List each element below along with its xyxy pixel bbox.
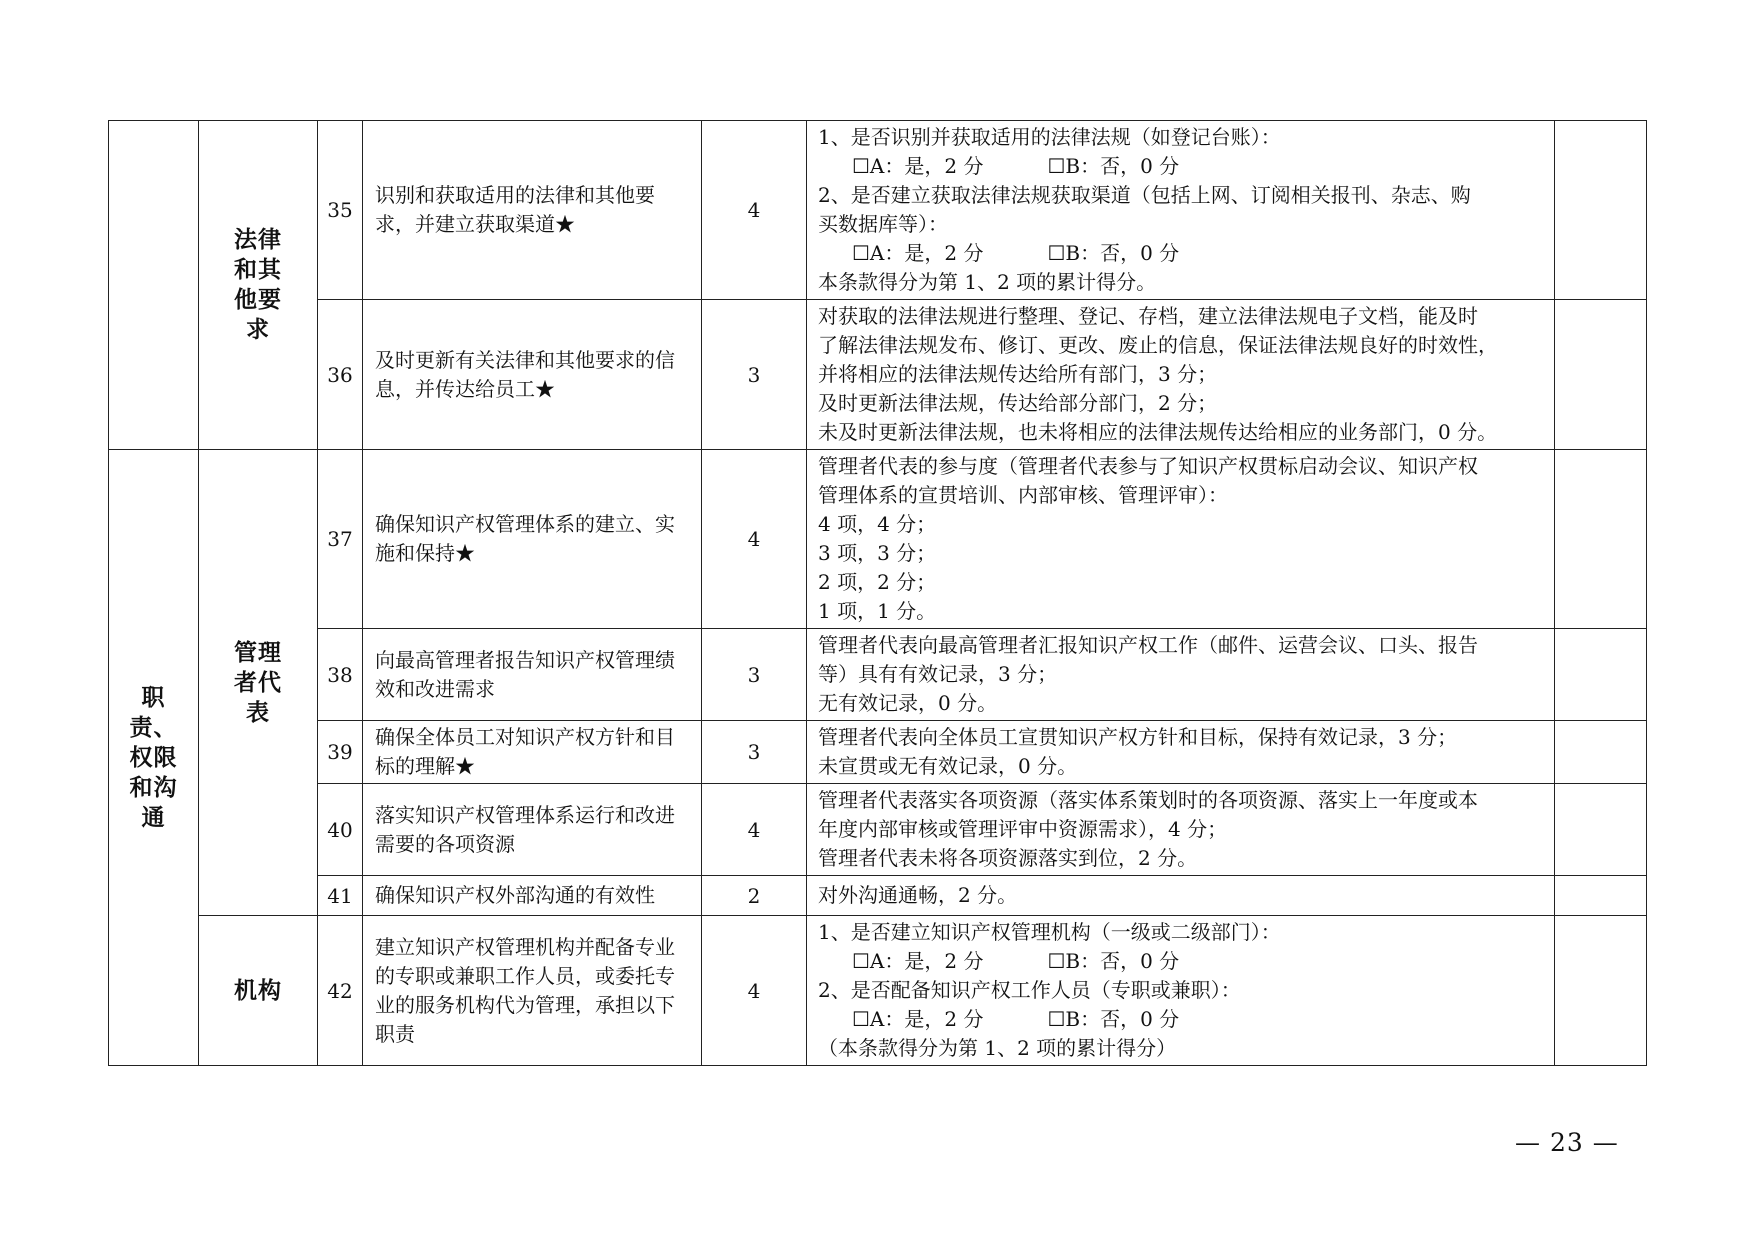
option-b: ☐B：否，0 分 — [1047, 1007, 1180, 1031]
item-score: 2 — [702, 876, 807, 916]
option-b: ☐B：否，0 分 — [1047, 241, 1180, 265]
criteria-line: 1 项，1 分。 — [818, 599, 937, 623]
criteria-line: 4 项，4 分； — [818, 512, 937, 536]
category-level2-cell — [199, 450, 318, 916]
remarks-cell — [1555, 450, 1647, 629]
item-score: 3 — [702, 721, 807, 784]
criteria-options — [818, 152, 1546, 181]
criteria-line: 及时更新法律法规，传达给部分部门，2 分； — [818, 391, 1218, 415]
criteria-line: 并将相应的法律法规传达给所有部门，3 分； — [818, 362, 1218, 386]
item-description: 向最高管理者报告知识产权管理绩效和改进需求 — [363, 629, 702, 721]
item-score: 4 — [702, 784, 807, 876]
category-falv-label: 法律和其他要求 — [234, 227, 282, 343]
category-guanli-label: 管理者代表 — [234, 639, 282, 726]
table-row — [109, 876, 1647, 916]
criteria-line: （本条款得分为第 1、2 项的累计得分） — [818, 1036, 1177, 1060]
criteria-options — [818, 239, 1546, 268]
criteria-line: 1、是否建立知识产权管理机构（一级或二级部门）： — [818, 920, 1281, 944]
option-a: ☐A：是，2 分 — [852, 1007, 984, 1031]
criteria-line: 本条款得分为第 1、2 项的累计得分。 — [818, 270, 1157, 294]
criteria-line: 管理体系的宣贯培训、内部审核、管理评审）： — [818, 483, 1228, 507]
page-number: — 23 — — [1515, 1128, 1619, 1157]
option-a: ☐A：是，2 分 — [852, 949, 984, 973]
table-row — [109, 629, 1647, 721]
criteria-line: 管理者代表落实各项资源（落实体系策划时的各项资源、落实上一年度或本 — [818, 788, 1478, 812]
category-level2-cell — [199, 121, 318, 450]
scoring-criteria — [807, 916, 1555, 1066]
scoring-criteria — [807, 450, 1555, 629]
item-description: 及时更新有关法律和其他要求的信息，并传达给员工★ — [363, 300, 702, 450]
category-level1-cell — [109, 450, 199, 1066]
criteria-line: 买数据库等）： — [818, 212, 948, 236]
item-number: 36 — [318, 300, 363, 450]
criteria-line: 年度内部审核或管理评审中资源需求），4 分； — [818, 817, 1228, 841]
remarks-cell — [1555, 629, 1647, 721]
criteria-line: 无有效记录，0 分。 — [818, 691, 998, 715]
item-score: 3 — [702, 300, 807, 450]
remarks-cell — [1555, 721, 1647, 784]
remarks-cell — [1555, 876, 1647, 916]
scoring-criteria — [807, 721, 1555, 784]
item-number: 35 — [318, 121, 363, 300]
scoring-criteria — [807, 300, 1555, 450]
scoring-criteria — [807, 121, 1555, 300]
item-number: 39 — [318, 721, 363, 784]
option-b: ☐B：否，0 分 — [1047, 949, 1180, 973]
remarks-cell — [1555, 916, 1647, 1066]
table-row — [109, 721, 1647, 784]
criteria-line: 对获取的法律法规进行整理、登记、存档，建立法律法规电子文档，能及时 — [818, 304, 1478, 328]
criteria-options — [818, 947, 1546, 976]
remarks-cell — [1555, 784, 1647, 876]
option-a: ☐A：是，2 分 — [852, 154, 984, 178]
item-number: 38 — [318, 629, 363, 721]
criteria-line: 等）具有有效记录，3 分； — [818, 662, 1058, 686]
criteria-line: 2、是否配备知识产权工作人员（专职或兼职）： — [818, 978, 1241, 1002]
scoring-criteria — [807, 629, 1555, 721]
assessment-table — [108, 120, 1647, 1066]
criteria-line: 1、是否识别并获取适用的法律法规（如登记台账）： — [818, 125, 1281, 149]
remarks-cell — [1555, 121, 1647, 300]
option-a: ☐A：是，2 分 — [852, 241, 984, 265]
criteria-options — [818, 1005, 1546, 1034]
remarks-cell — [1555, 300, 1647, 450]
item-description: 识别和获取适用的法律和其他要求，并建立获取渠道★ — [363, 121, 702, 300]
item-description: 建立知识产权管理机构并配备专业的专职或兼职工作人员，或委托专业的服务机构代为管理，承担以下职责 — [363, 916, 702, 1066]
item-number: 40 — [318, 784, 363, 876]
item-description: 确保知识产权外部沟通的有效性 — [363, 876, 702, 916]
item-description: 确保全体员工对知识产权方针和目标的理解★ — [363, 721, 702, 784]
criteria-line: 未及时更新法律法规，也未将相应的法律法规传达给相应的业务部门，0 分。 — [818, 420, 1498, 444]
option-b: ☐B：否，0 分 — [1047, 154, 1180, 178]
category-level2-cell — [199, 916, 318, 1066]
item-number: 37 — [318, 450, 363, 629]
criteria-line: 对外沟通通畅，2 分。 — [818, 883, 1018, 907]
item-score: 4 — [702, 916, 807, 1066]
criteria-line: 管理者代表的参与度（管理者代表参与了知识产权贯标启动会议、知识产权 — [818, 454, 1478, 478]
criteria-line: 了解法律法规发布、修订、更改、废止的信息，保证法律法规良好的时效性， — [818, 333, 1498, 357]
table-row — [109, 450, 1647, 629]
criteria-line: 2 项，2 分； — [818, 570, 937, 594]
criteria-line: 未宣贯或无有效记录，0 分。 — [818, 754, 1078, 778]
item-number: 41 — [318, 876, 363, 916]
item-description: 落实知识产权管理体系运行和改进需要的各项资源 — [363, 784, 702, 876]
item-score: 3 — [702, 629, 807, 721]
criteria-line: 2、是否建立获取法律法规获取渠道（包括上网、订阅相关报刊、杂志、购 — [818, 183, 1471, 207]
criteria-line: 管理者代表向全体员工宣贯知识产权方针和目标，保持有效记录，3 分； — [818, 725, 1458, 749]
category-zhize-label: 职责、权限和沟通 — [129, 684, 178, 831]
item-description: 确保知识产权管理体系的建立、实施和保持★ — [363, 450, 702, 629]
table-row — [109, 916, 1647, 1066]
scoring-criteria — [807, 784, 1555, 876]
item-score: 4 — [702, 121, 807, 300]
table-row — [109, 784, 1647, 876]
criteria-line: 管理者代表未将各项资源落实到位，2 分。 — [818, 846, 1198, 870]
table-row — [109, 121, 1647, 300]
item-score: 4 — [702, 450, 807, 629]
scoring-criteria — [807, 876, 1555, 916]
table-row — [109, 300, 1647, 450]
category-jigou-label: 机构 — [234, 977, 282, 1004]
criteria-line: 3 项，3 分； — [818, 541, 937, 565]
item-number: 42 — [318, 916, 363, 1066]
category-level1-cell — [109, 121, 199, 450]
criteria-line: 管理者代表向最高管理者汇报知识产权工作（邮件、运营会议、口头、报告 — [818, 633, 1478, 657]
